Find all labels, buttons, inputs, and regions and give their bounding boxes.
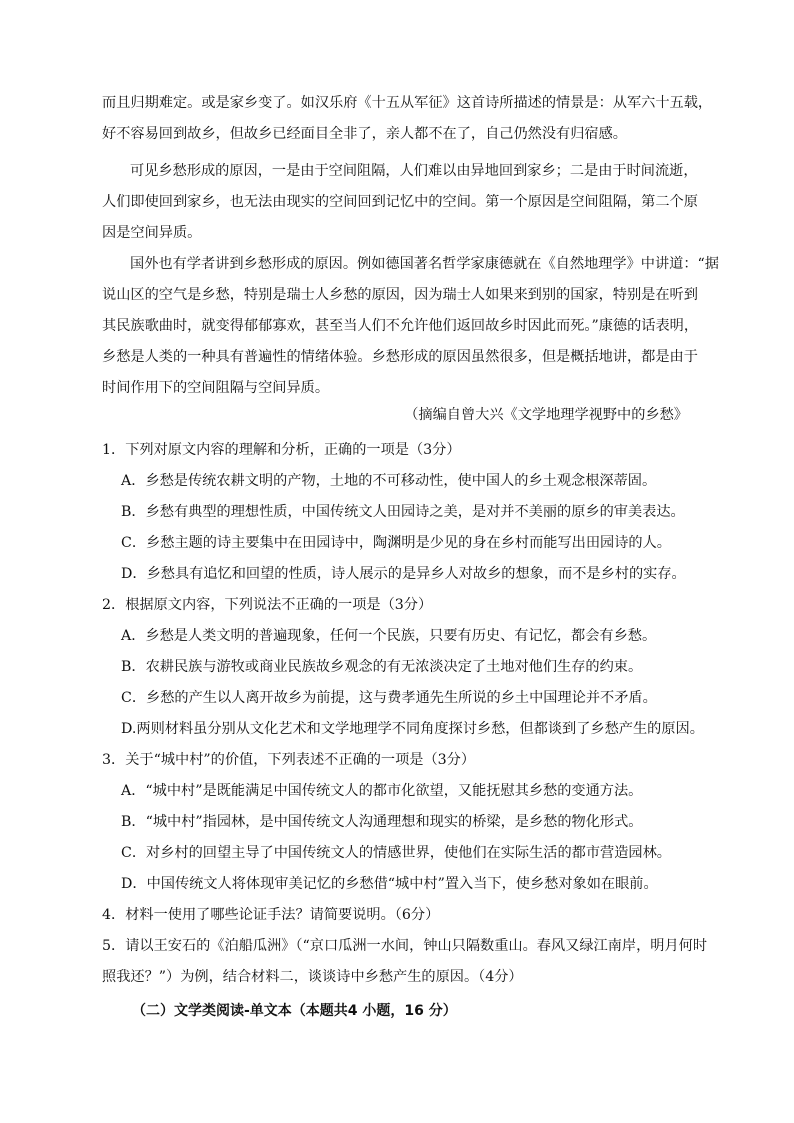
text-line: 国外也有学者讲到乡愁形成的原因。例如德国著名哲学家康德就在《自然地理学》中讲道：“据: [130, 256, 719, 272]
option-d[interactable]: D．乡愁具有追忆和回望的性质，诗人展示的是异乡人对故乡的想象，而不是乡村的实存。: [121, 566, 686, 582]
option-c[interactable]: C．乡愁主题的诗主要集中在田园诗中，陶渊明是少见的身在乡村而能写出田园诗的人。: [121, 535, 671, 551]
question-2: [102, 590, 702, 745]
option-c[interactable]: C．乡愁的产生以人离开故乡为前提，这与费孝通先生所说的乡土中国理论并不矛盾。: [121, 690, 657, 706]
option-b[interactable]: B．乡愁有典型的理想性质，中国传统文人田园诗之美，是对并不美丽的原乡的审美表达。: [121, 504, 685, 520]
question-stem: 2．根据原文内容，下列说法不正确的一项是（3分）: [102, 597, 433, 613]
text-line: 因是空间异质。: [102, 225, 202, 241]
question-4: [102, 900, 702, 931]
option-c[interactable]: C．对乡村的回望主导了中国传统文人的情感世界，使他们在实际生活的都市营造园林。: [121, 845, 671, 861]
text-line: 说山区的空气是乡愁，特别是瑞士人乡愁的原因，因为瑞士人如果来到别的国家，特别是在听到: [102, 287, 698, 303]
option-b[interactable]: B．农耕民族与游牧或商业民族故乡观念的有无浓淡决定了土地对他们生存的约束。: [121, 659, 643, 675]
text-line: 好不容易回到故乡，但故乡已经面目全非了，亲人都不在了，自己仍然没有归宿感。: [102, 126, 627, 142]
text-line: 时间作用下的空间阻隔与空间异质。: [102, 380, 330, 396]
passage-paragraph-3: [102, 249, 719, 404]
question-stem: 4．材料一使用了哪些论证手法？请简要说明。（6分）: [102, 907, 440, 923]
section-heading: （二）文学类阅读-单文本（本题共4 小题，16 分）: [132, 1003, 457, 1019]
text-line: 可见乡愁形成的原因，一是由于空间阻隔，人们难以由异地回到家乡；二是由于时间流逝，: [130, 163, 698, 179]
option-d[interactable]: D.两则材料虽分别从文化艺术和文学地理学不同角度探讨乡愁，但都谈到了乡愁产生的原因。: [121, 721, 704, 737]
question-stem: 3．关于“城中村”的价值，下列表述不正确的一项是（3分）: [102, 752, 476, 768]
question-stem: 1．下列对原文内容的理解和分析，正确的一项是（3分）: [102, 442, 461, 458]
option-a[interactable]: A．“城中村”是既能满足中国传统文人的都市化欲望，又能抚慰其乡愁的变通方法。: [121, 783, 643, 799]
passage-paragraph-2: [102, 156, 698, 249]
question-5: [102, 931, 708, 993]
option-b[interactable]: B．“城中村”指园林，是中国传统文人沟通理想和现实的桥梁，是乡愁的物化形式。: [121, 814, 643, 830]
option-a[interactable]: A．乡愁是传统农耕文明的产物，土地的不可移动性，使中国人的乡土观念根深蒂固。: [121, 473, 657, 489]
question-1: [102, 435, 702, 590]
text-line: 乡愁是人类的一种具有普遍性的情绪体验。乡愁形成的原因虽然很多，但是概括地讲，都是由于: [102, 349, 698, 365]
question-stem-line: 5．请以王安石的《泊船瓜洲》（“京口瓜洲一水间，钟山只隔数重山。春风又绿江南岸，明月何时: [102, 938, 708, 954]
option-a[interactable]: A．乡愁是人类文明的普遍现象，任何一个民族，只要有历史、有记忆，都会有乡愁。: [121, 628, 657, 644]
option-d[interactable]: D．中国传统文人将体现审美记忆的乡愁借“城中村”置入当下，使乡愁对象如在眼前。: [121, 876, 658, 892]
passage-source: （摘编自曾大兴《文学地理学视野中的乡愁》: [404, 407, 688, 423]
question-3: [102, 745, 702, 900]
text-line: 其民族歌曲时，就变得郁郁寡欢，甚至当人们不允许他们返回故乡时因此而死。”康德的话表明，: [102, 318, 699, 334]
question-stem-line: 照我还？”）为例，结合材料二，谈谈诗中乡愁产生的原因。（4分）: [102, 969, 523, 985]
text-line: 人们即使回到家乡，也无法由现实的空间回到记忆中的空间。第一个原因是空间阻隔，第二个原: [102, 194, 698, 210]
passage-paragraph-1: [102, 88, 713, 150]
text-line: 而且归期难定。或是家乡变了。如汉乐府《十五从军征》这首诗所描述的情景是：从军六十五载，: [102, 95, 713, 111]
